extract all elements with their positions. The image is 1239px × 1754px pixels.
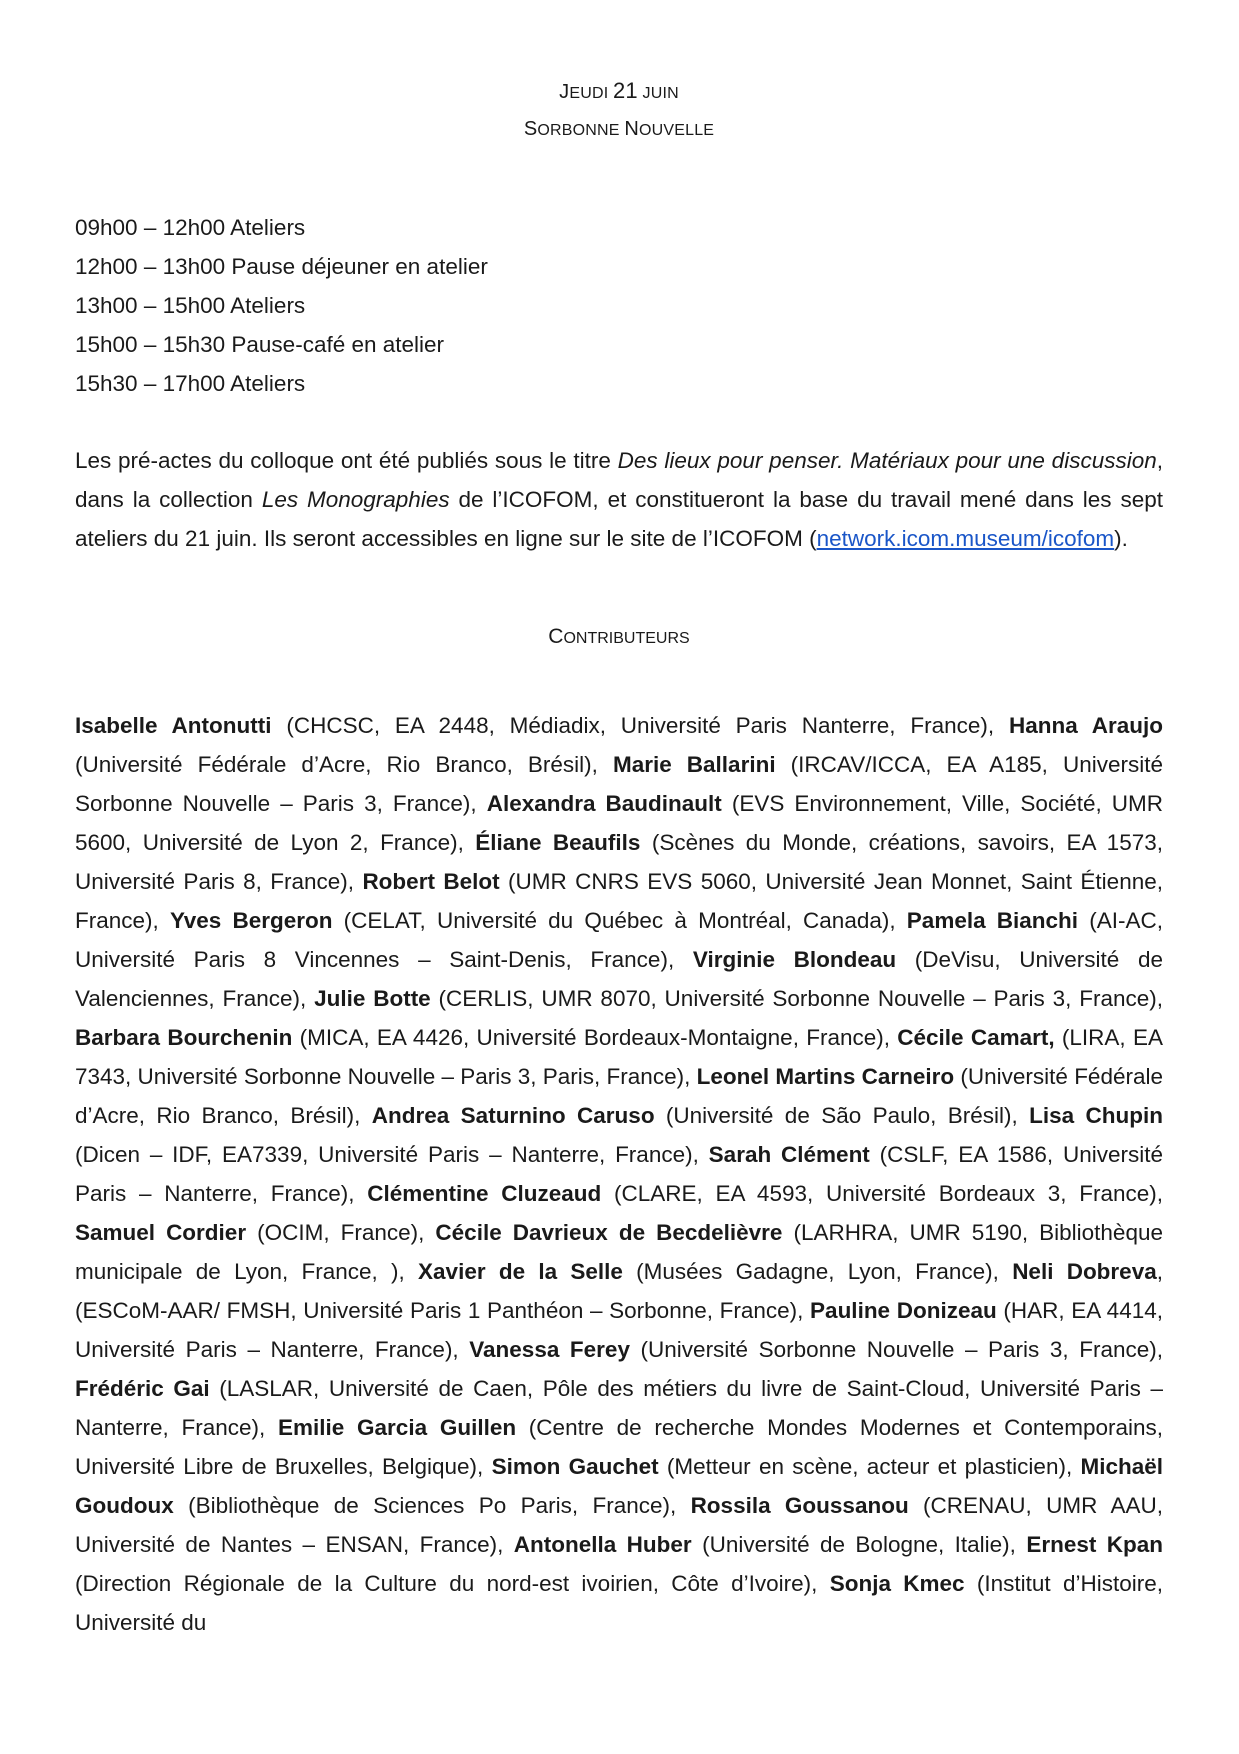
contributor-name: Sonja Kmec [829,1571,965,1596]
venue-initial-2: N [624,118,639,140]
contributor-name: Samuel Cordier [75,1220,247,1245]
schedule-item: 13h00 – 15h00 Ateliers [75,293,306,318]
contributor-affiliation: (Metteur en scène, acteur et plasticien), [658,1454,1081,1479]
contributor-name: Pauline Donizeau [810,1298,997,1323]
schedule-item: 15h30 – 17h00 Ateliers [75,371,306,396]
contributor-affiliation: , (ESCoM-AAR/ FMSH, Université Paris 1 Panthéon – Sorbonne, France), [75,1259,1163,1323]
date-heading-month: JUIN [637,85,679,102]
venue-smallcaps-1: ORBONNE [537,122,625,139]
date-heading-initial: J [559,81,570,103]
intro-text: de l’ICOFOM, et constitueront la base du travail mené dans les sept ateliers du 21 juin. Ils seront accessibles en ligne sur le site de l’ICOFOM ( [75,487,1163,551]
contributor-affiliation: (CLARE, EA 4593, Université Bordeaux 3, France), [601,1181,1163,1206]
contributor-affiliation: (Université Fédérale d’Acre, Rio Branco, Brésil), [75,1064,1163,1128]
contributor-affiliation: (CHCSC, EA 2448, Médiadix, Université Paris Nanterre, France), [271,713,1009,738]
intro-text: , dans la collection [75,448,1163,512]
icofom-link[interactable]: network.icom.museum/icofom [816,526,1115,551]
schedule-item: 12h00 – 13h00 Pause déjeuner en atelier [75,254,488,279]
contributors-heading-smallcaps: ONTRIBUTEURS [563,630,690,647]
contributor-affiliation: (LIRA, EA 7343, Université Sorbonne Nouvelle – Paris 3, Paris, France), [75,1025,1163,1089]
contributor-name: Isabelle Antonutti [75,713,272,738]
contributor-affiliation: (Université Fédérale d’Acre, Rio Branco, Brésil), [75,752,613,777]
contributor-name: Rossila Goussanou [690,1493,909,1518]
contributor-affiliation: (CERLIS, UMR 8070, Université Sorbonne Nouvelle – Paris 3, France), [430,986,1163,1011]
contributor-affiliation: (DeVisu, Université de Valenciennes, France), [75,947,1163,1011]
contributor-name: Cécile Davrieux de Becdelièvre [435,1220,783,1245]
contributor-affiliation: (LARHRA, UMR 5190, Bibliothèque municipale de Lyon, France, ), [75,1220,1163,1284]
collection-title: Les Monographies [261,487,450,512]
contributor-affiliation: (Dicen – IDF, EA7339, Université Paris – Nanterre, France), [75,1142,709,1167]
contributor-name: Ernest Kpan [1026,1532,1163,1557]
contributor-name: Michaël Goudoux [75,1454,1163,1518]
contributor-name: Lisa Chupin [1029,1103,1163,1128]
contributors-heading [75,625,1163,649]
contributor-name: Sarah Clément [708,1142,870,1167]
contributor-name: Marie Ballarini [612,752,776,777]
date-heading-smallcaps: EUDI [569,85,613,102]
contributor-affiliation: (Institut d’Histoire, Université du [75,1571,1163,1635]
contributors-paragraph [75,706,1163,1721]
contributor-affiliation: (Bibliothèque de Sciences Po Paris, France), [173,1493,691,1518]
contributor-affiliation: (EVS Environnement, Ville, Société, UMR 5600, Université de Lyon 2, France), [75,791,1163,855]
contributor-name: Antonella Huber [513,1532,692,1557]
contributor-name: Leonel Martins Carneiro [696,1064,955,1089]
contributor-affiliation: (Centre de recherche Mondes Modernes et Contemporains, Université Libre de Bruxelles, Belgique), [75,1415,1163,1479]
venue-smallcaps-2: OUVELLE [638,122,715,139]
contributor-name: Pamela Bianchi [906,908,1079,933]
contributor-affiliation: (Musées Gadagne, Lyon, France), [622,1259,1013,1284]
contributor-affiliation: (Université de São Paulo, Brésil), [654,1103,1030,1128]
contributor-affiliation: (IRCAV/ICCA, EA A185, Université Sorbonne Nouvelle – Paris 3, France), [75,752,1163,816]
date-heading [75,78,1163,104]
schedule-list [75,208,1163,403]
contributor-affiliation: (Scènes du Monde, créations, savoirs, EA 1573, Université Paris 8, France), [75,830,1163,894]
contributor-affiliation: (AI-AC, Université Paris 8 Vincennes – Saint-Denis, France), [75,908,1163,972]
contributor-affiliation: (LASLAR, Université de Caen, Pôle des métiers du livre de Saint-Cloud, Université Paris – Nanterre, France), [75,1376,1163,1440]
venue-heading [75,118,1163,141]
contributor-name: Barbara Bourchenin [75,1025,293,1050]
contributor-affiliation: (CELAT, Université du Québec à Montréal, Canada), [332,908,907,933]
contributor-affiliation: (MICA, EA 4426, Université Bordeaux-Montaigne, France), [292,1025,898,1050]
schedule-item: 09h00 – 12h00 Ateliers [75,215,306,240]
contributor-affiliation: (OCIM, France), [246,1220,436,1245]
contributor-name: Emilie Garcia Guillen [278,1415,517,1440]
contributor-name: Vanessa Ferey [469,1337,630,1362]
contributor-name: Clémentine Cluzeaud [367,1181,602,1206]
contributor-affiliation: (Université Sorbonne Nouvelle – Paris 3, France), [629,1337,1163,1362]
intro-paragraph [75,441,1163,558]
schedule-item: 15h00 – 15h30 Pause-café en atelier [75,332,445,357]
contributor-name: Hanna Araujo [1009,713,1163,738]
contributor-name: Julie Botte [314,986,431,1011]
contributor-name: Robert Belot [362,869,500,894]
contributor-affiliation: (Université de Bologne, Italie), [691,1532,1027,1557]
contributor-name: Alexandra Baudinault [486,791,722,816]
venue-initial-1: S [523,118,538,140]
contributor-name: Xavier de la Selle [418,1259,623,1284]
date-heading-day: 21 [613,78,638,103]
contributor-affiliation: (CRENAU, UMR AAU, Université de Nantes – ENSAN, France), [75,1493,1163,1557]
contributor-name: Simon Gauchet [491,1454,659,1479]
contributor-name: Virginie Blondeau [692,947,897,972]
intro-text: ). [1114,526,1128,551]
contributor-name: Yves Bergeron [169,908,333,933]
contributors-heading-initial: C [548,625,564,648]
contributor-affiliation: (UMR CNRS EVS 5060, Université Jean Monnet, Saint Étienne, France), [75,869,1163,933]
intro-text: Les pré-actes du colloque ont été publiés sous le titre [75,448,618,473]
contributor-name: Andrea Saturnino Caruso [371,1103,655,1128]
contributor-name: Frédéric Gai [75,1376,210,1401]
publication-title: Des lieux pour penser. Matériaux pour une discussion [617,448,1157,473]
contributor-affiliation: (CSLF, EA 1586, Université Paris – Nanterre, France), [75,1142,1163,1206]
contributor-name: Éliane Beaufils [475,830,641,855]
contributor-name: Cécile Camart, [897,1025,1055,1050]
contributor-name: Neli Dobreva [1012,1259,1157,1284]
contributor-affiliation: (HAR, EA 4414, Université Paris – Nanterre, France), [75,1298,1163,1362]
contributor-affiliation: (Direction Régionale de la Culture du nord-est ivoirien, Côte d’Ivoire), [75,1571,830,1596]
